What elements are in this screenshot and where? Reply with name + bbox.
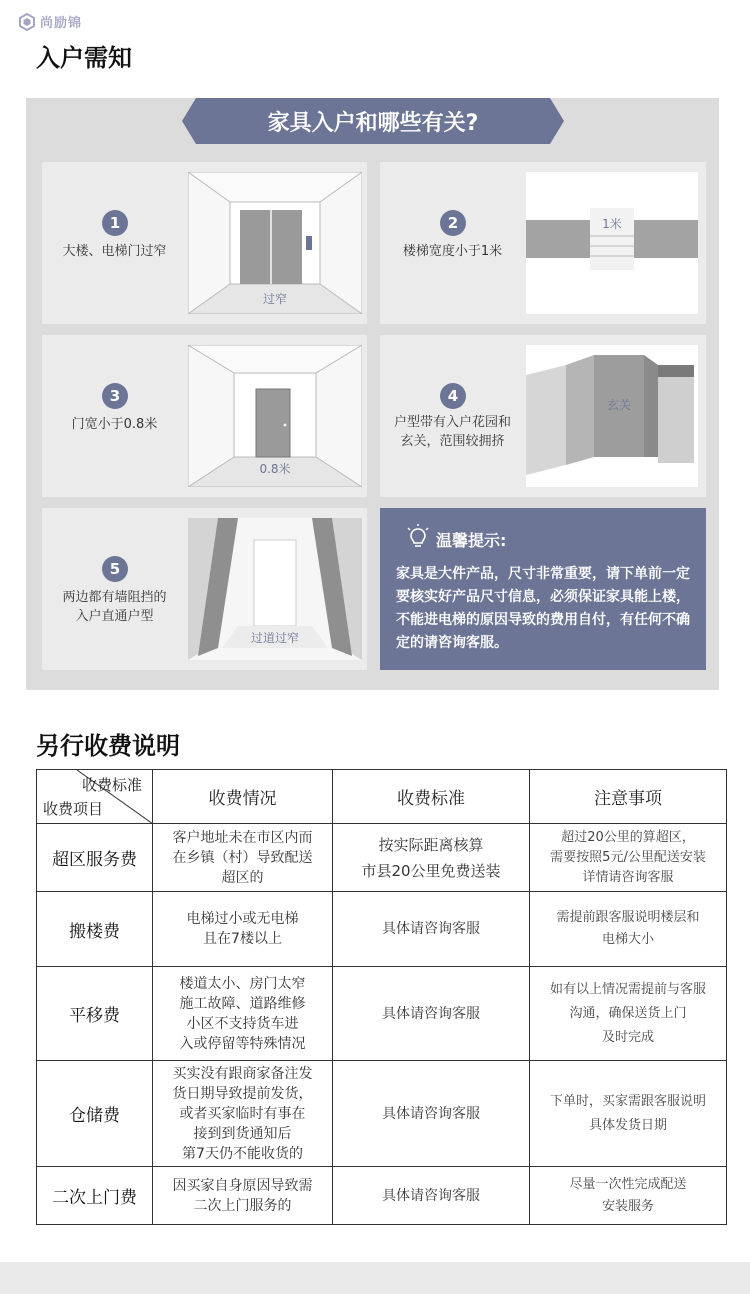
factor-caption: 户型带有入户花园和 玄关，范围较拥挤: [393, 415, 511, 449]
fee-situation: 电梯过小或无电梯 且在7楼以上: [153, 892, 333, 967]
warm-tip-card: [380, 508, 706, 670]
factor-caption: 两边都有墙阻挡的 入户直通户型: [62, 590, 167, 624]
fee-item-name: 二次上门费: [37, 1167, 153, 1225]
fee-notes: 需提前跟客服说明楼层和 电梯大小: [530, 892, 727, 967]
number-badge: 5: [102, 556, 128, 582]
factor-card-1: [42, 162, 367, 324]
fee-notes: 尽量一次性完成配送 安装服务: [530, 1167, 727, 1225]
factor-card-3: [42, 335, 367, 497]
table-header-row: [37, 770, 727, 824]
foyer-illustration: [526, 345, 698, 487]
illus-label: 玄关: [606, 398, 632, 412]
fee-table: [36, 769, 727, 1225]
number-badge: 1: [102, 210, 128, 236]
section-title-fees: 另行收费说明: [36, 732, 180, 760]
hexagon-logo-icon: [18, 13, 36, 31]
tip-title: 温馨提示:: [436, 531, 507, 550]
brand-name: 尚励锦: [40, 16, 83, 31]
fee-standard: 按实际距离核算 市县20公里免费送装: [333, 824, 530, 892]
elevator-illustration: [188, 172, 362, 314]
fee-item-name: 仓储费: [37, 1061, 153, 1167]
fee-notes: 下单时，买家需跟客服说明 具体发货日期: [530, 1061, 727, 1167]
factor-caption: 楼梯宽度小于1米: [402, 244, 503, 259]
number-badge: 4: [440, 383, 466, 409]
column-header: 收费标准: [333, 770, 530, 824]
fee-item-name: 平移费: [37, 967, 153, 1061]
fee-item-name: 超区服务费: [37, 824, 153, 892]
entry-infographic: [26, 98, 719, 690]
infographic-banner: 家具入户和哪些有关?: [196, 98, 550, 144]
corner-label-item: 收费项目: [43, 800, 104, 818]
number-badge: 2: [440, 210, 466, 236]
column-header: 注意事项: [530, 770, 727, 824]
page-bottom-strip: [0, 1262, 750, 1294]
stair-illustration: [526, 172, 698, 314]
table-row: [37, 967, 727, 1061]
fee-situation: 楼道太小、房门太窄 施工故障、道路维修 小区不支持货车进 入或停留等特殊情况: [153, 967, 333, 1061]
table-row: [37, 1061, 727, 1167]
table-row: [37, 824, 727, 892]
illus-label: 过道过窄: [250, 631, 300, 645]
door-illustration: [188, 345, 362, 487]
fee-situation: 客户地址未在市区内而 在乡镇（村）导致配送 超区的: [153, 824, 333, 892]
illus-label: 0.8米: [259, 462, 291, 476]
factor-card-2: [380, 162, 706, 324]
table-corner-cell: [37, 770, 153, 824]
fee-item-name: 搬楼费: [37, 892, 153, 967]
section-title-entry: 入户需知: [36, 44, 132, 72]
fee-notes: 如有以上情况需提前与客服 沟通，确保送货上门 及时完成: [530, 967, 727, 1061]
fee-notes: 超过20公里的算超区， 需要按照5元/公里配送安装 详情请咨询客服: [530, 824, 727, 892]
corner-label-standard: 收费标准: [81, 776, 142, 794]
table-row: [37, 892, 727, 967]
fee-situation: 买实没有跟商家备注发 货日期导致提前发货， 或者买家临时有事在 接到到货通知后 第7天仍不能收货的: [153, 1061, 333, 1167]
corridor-illustration: [188, 518, 362, 660]
factor-caption: 门宽小于0.8米: [71, 417, 158, 432]
column-header: 收费情况: [153, 770, 333, 824]
fee-standard: 具体请咨询客服: [333, 967, 530, 1061]
illus-label: 1米: [602, 217, 622, 231]
factor-card-5: [42, 508, 367, 670]
fee-standard: 具体请咨询客服: [333, 892, 530, 967]
fee-situation: 因买家自身原因导致需 二次上门服务的: [153, 1167, 333, 1225]
fee-standard: 具体请咨询客服: [333, 1061, 530, 1167]
illus-label: 过窄: [262, 292, 288, 306]
factor-card-4: [380, 335, 706, 497]
table-row: [37, 1167, 727, 1225]
lightbulb-icon: [406, 524, 430, 550]
tip-body: 家具是大件产品，尺寸非常重要，请下单前一定要核实好产品尺寸信息，必须保证家具能上楼，不能进电梯的原因导致的费用自付，有任何不确定的请咨询客服。: [396, 566, 690, 651]
fee-standard: 具体请咨询客服: [333, 1167, 530, 1225]
brand-logo: [18, 12, 82, 31]
number-badge: 3: [102, 383, 128, 409]
factor-caption: 大楼、电梯门过窄: [62, 244, 167, 259]
